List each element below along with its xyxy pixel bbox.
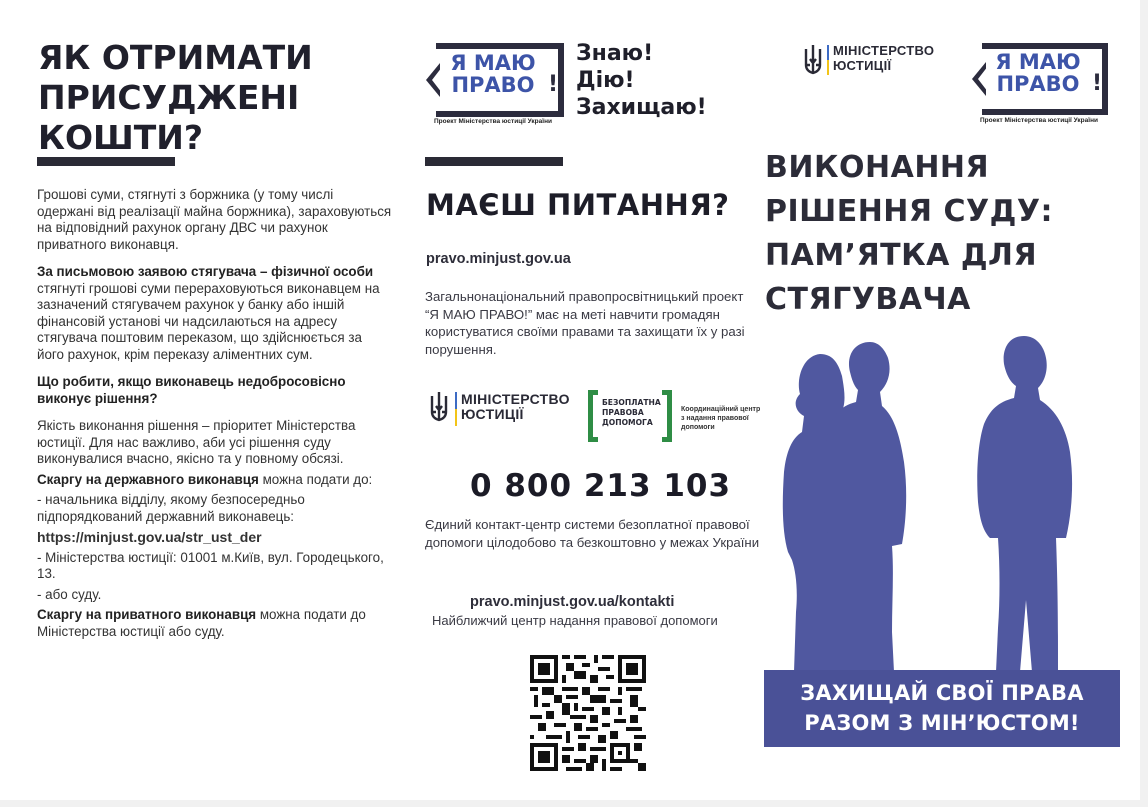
kontakti-link[interactable]: pravo.minjust.gov.ua/kontakti — [470, 594, 675, 610]
middle-divider — [425, 157, 563, 166]
man-right-silhouette — [977, 336, 1072, 672]
paragraph-5: - начальника відділу, якому безпосередньо підпорядкований державний виконавець: — [37, 492, 305, 524]
paragraph-7: - або суду. — [37, 586, 102, 602]
legal-aid-text: БЕЗОПЛАТНА ПРАВОВА ДОПОМОГА — [602, 398, 661, 427]
question-heading — [37, 374, 392, 407]
paragraph-2 — [37, 264, 392, 363]
trident-icon — [802, 43, 824, 77]
main-title-line-2: РІШЕННЯ СУДУ: — [765, 194, 1053, 229]
left-title-line-2: ПРИСУДЖЕНІ КОШТИ? — [38, 78, 300, 157]
logo-subtitle: Проект Міністерства юстиції України — [980, 117, 1099, 124]
ministry-line-1: МІНІСТЕРСТВО — [461, 391, 570, 407]
banner-line-1: ЗАХИЩАЙ СВОЇ ПРАВА — [800, 681, 1084, 705]
qr-code-icon[interactable] — [530, 655, 646, 771]
logo-line-1: Я МАЮ — [995, 50, 1081, 74]
main-title — [765, 146, 1055, 322]
ua-yellow-stripe — [455, 409, 457, 426]
left-title-line-1: ЯК ОТРИМАТИ — [38, 38, 313, 77]
ya-mayu-pravo-logo-right — [970, 43, 1110, 129]
main-title-line-3: ПАМ’ЯТКА ДЛЯ — [765, 238, 1038, 273]
ministry-text — [833, 43, 934, 73]
ministry-line-1: МІНІСТЕРСТВО — [833, 43, 935, 58]
logo-line-1: Я МАЮ — [450, 51, 536, 75]
paragraph-4 — [37, 472, 392, 489]
logo-subtitle: Проект Міністерства юстиції України — [434, 118, 553, 125]
paragraph-2-bold: За письмовою заявою стягувача – фізичної особи — [37, 264, 374, 279]
slogan-line-3: Захищаю! — [576, 95, 707, 120]
logo-line-2: ПРАВО — [996, 72, 1080, 97]
slogan-line-2: Дію! — [576, 68, 635, 93]
logo-exclaim: ! — [1092, 71, 1103, 96]
site-link[interactable]: pravo.minjust.gov.ua — [426, 251, 571, 267]
logo-exclaim: ! — [548, 72, 559, 97]
slogan-banner — [764, 670, 1120, 747]
paragraph-2-rest: стягнуті грошові суми перераховуються виконавцем на зазначений стягувачем рахунок у банку або іншій фінансовій установі чи надсилаються на адресу стягувача поштовим переказом, що здійснюється за його рахунок, крім переказу аліментних сум. — [37, 280, 380, 362]
logo-line-2: ПРАВО — [451, 73, 535, 98]
ua-blue-stripe — [455, 392, 457, 409]
slogan-line-1: Знаю! — [576, 41, 654, 66]
paragraph-4-rest: можна подати до: — [258, 471, 373, 487]
ministry-line-2: ЮСТИЦІЇ — [833, 58, 892, 73]
paragraph-8 — [37, 607, 392, 640]
question-heading-text: Що робити, якщо виконавець недобросовісно виконує рішення? — [37, 374, 346, 406]
left-body — [37, 187, 392, 651]
paragraph-3: Якість виконання рішення – пріоритет Міністерства юстиції. Для нас важливо, аби усі рішення суду виконувалися вчасно, якісно та у повному обсязі. — [37, 418, 356, 466]
legal-bracket-right — [662, 390, 672, 442]
paragraph-6: - Міністерства юстиції: 01001 м.Київ, вул. Городецького, 13. — [37, 549, 384, 581]
people-silhouettes-image — [762, 332, 1132, 672]
ministry-text — [461, 392, 570, 422]
project-description: Загальнонаціональний правопросвітницький проект “Я МАЮ ПРАВО!” має на меті навчити громадян користуватися своїми правами та захищати їх у разі порушення. — [425, 289, 745, 357]
banner-line-2: РАЗОМ З МІН’ЮСТОМ! — [804, 711, 1080, 735]
ministry-logo — [428, 390, 588, 440]
coordination-center-text: Координаційний центр з надання правової допомоги — [681, 406, 761, 431]
trident-icon — [428, 390, 450, 424]
paragraph-1: Грошові суми, стягнуті з боржника (у тому числі одержані від реалізації майна боржника), зараховуються на відповідний рахунок органу ДВС чи рахунок приватного виконавця. — [37, 187, 392, 252]
left-divider — [37, 157, 175, 166]
left-title — [38, 38, 408, 158]
main-title-line-1: ВИКОНАННЯ — [765, 150, 990, 185]
paragraph-8-rest: можна подати до Міністерства юстиції або суду. — [37, 607, 366, 639]
ministry-logo-right — [802, 43, 952, 89]
legal-aid-logo — [588, 390, 672, 448]
contact-center-text: Єдиний контакт-центр системи безоплатної правової допомоги цілодобово та безкоштовно у межах України — [425, 517, 760, 550]
ya-mayu-pravo-logo — [424, 43, 564, 129]
slogan — [576, 40, 707, 121]
ua-yellow-stripe — [827, 60, 829, 75]
paragraph-8-bold: Скаргу на приватного виконавця — [37, 607, 257, 622]
nearest-center-text: Найближчий центр надання правової допомоги — [432, 613, 718, 628]
ua-blue-stripe — [827, 45, 829, 60]
ministry-line-2: ЮСТИЦІЇ — [461, 406, 524, 422]
complaint-url-link[interactable]: https://minjust.gov.ua/str_ust_der — [37, 529, 262, 545]
questions-heading: МАЄШ ПИТАННЯ? — [426, 188, 730, 222]
main-title-line-4: СТЯГУВАЧА — [765, 282, 971, 317]
hotline-phone[interactable]: 0 800 213 103 — [470, 468, 732, 504]
paragraph-4-bold: Скаргу на державного виконавця — [37, 471, 259, 487]
legal-bracket-left — [588, 390, 598, 442]
logo-text — [984, 51, 1092, 95]
logo-text — [438, 52, 548, 96]
